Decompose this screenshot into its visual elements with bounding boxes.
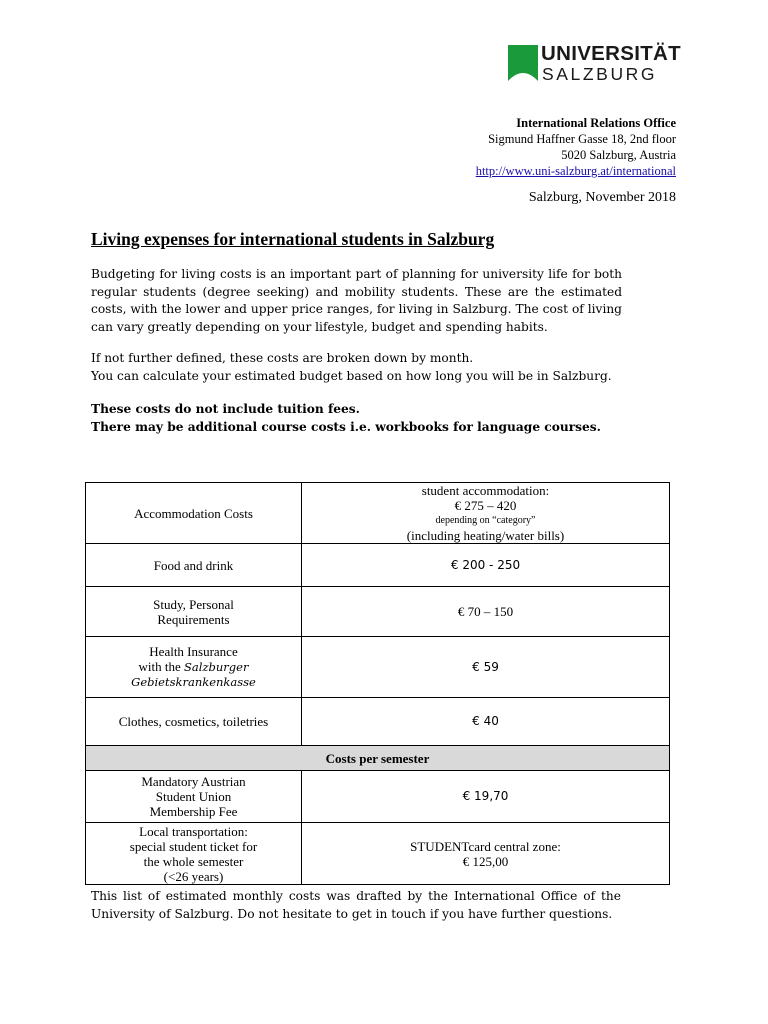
logo-line1: UNIVERSITÄT [541,42,681,65]
union-label-line1: Mandatory Austrian [141,774,246,789]
union-label-line3: Membership Fee [149,804,238,819]
study-label-line2: Requirements [157,611,230,627]
footer-note: This list of estimated monthly costs was drafted by the International Office of the University of Salzburg. Do not hesitate to get in touch if you have further questions. [91,889,621,921]
accommodation-label: Accommodation Costs [86,483,302,544]
study-label-line1: Study, Personal [153,596,234,612]
semester-header: Costs per semester [86,746,670,771]
notice-tuition: These costs do not include tuition fees. [91,402,360,416]
accommodation-value-line3: depending on “category” [435,515,536,526]
health-label-salzburger: Salzburger [184,660,249,674]
transport-label-line4: (<26 years) [163,868,224,884]
food-value: € 200 - 250 [302,544,670,587]
accommodation-value-line2: € 275 – 420 [454,498,517,513]
table-row [86,587,670,637]
food-label: Food and drink [86,544,302,587]
transport-label-line3: the whole semester [143,853,244,869]
table-row [86,823,670,885]
health-label-line1: Health Insurance [149,644,238,659]
notes-paragraph [91,350,622,385]
accommodation-value [302,483,670,544]
health-label [86,637,302,698]
fees-notice [91,401,622,436]
university-logo [508,42,681,84]
union-label-line2: Student Union [155,789,232,804]
accommodation-value-line1: student accommodation: [421,483,550,498]
table-row [86,698,670,746]
transport-value [302,823,670,885]
table-row [86,483,670,544]
street-address: Sigmund Haffner Gasse 18, 2nd floor [488,132,676,146]
table-row [86,746,670,771]
study-value: € 70 – 150 [302,587,670,637]
clothes-label: Clothes, cosmetics, toiletries [86,698,302,746]
page-title: Living expenses for international students in Salzburg [91,229,495,249]
intro-paragraph: Budgeting for living costs is an important part of planning for university life for both regular students (degree seeking) and mobility students. These are the estimated costs, with the lower and upper price ranges, for living in Salzburg. The cost of living can vary greatly depending on your lifestyle, budget and spending habits. [91,267,622,334]
note-budget: You can calculate your estimated budget based on how long you will be in Salzburg. [91,368,612,383]
accommodation-value-line4: (including heating/water bills) [406,528,565,543]
transport-label-line1: Local transportation: [139,823,248,839]
website-link[interactable]: http://www.uni-salzburg.at/international [475,164,676,178]
document-date: Salzburg, November 2018 [528,190,676,205]
clothes-value: € 40 [302,698,670,746]
transport-label [86,823,302,885]
health-value: € 59 [302,637,670,698]
union-value: € 19,70 [302,771,670,823]
table-row [86,544,670,587]
transport-value-line1: STUDENTcard central zone: [410,838,561,854]
table-row [86,637,670,698]
logo-line2: SALZBURG [542,64,658,84]
logo-mark-icon [508,45,538,81]
transport-value-line2: € 125,00 [462,853,509,869]
office-name: International Relations Office [516,116,676,130]
union-label [86,771,302,823]
costs-table [85,482,670,885]
notice-course-costs: There may be additional course costs i.e. workbooks for language courses. [91,419,601,434]
health-label-with: with the [138,659,185,674]
city-address: 5020 Salzburg, Austria [561,148,676,162]
health-label-line2 [92,659,295,675]
health-label-line3: Gebietskrankenkasse [131,675,256,689]
table-row [86,771,670,823]
address-block [476,115,676,179]
transport-label-line2: special student ticket for [129,838,258,854]
study-label [86,587,302,637]
note-monthly: If not further defined, these costs are broken down by month. [91,351,474,365]
